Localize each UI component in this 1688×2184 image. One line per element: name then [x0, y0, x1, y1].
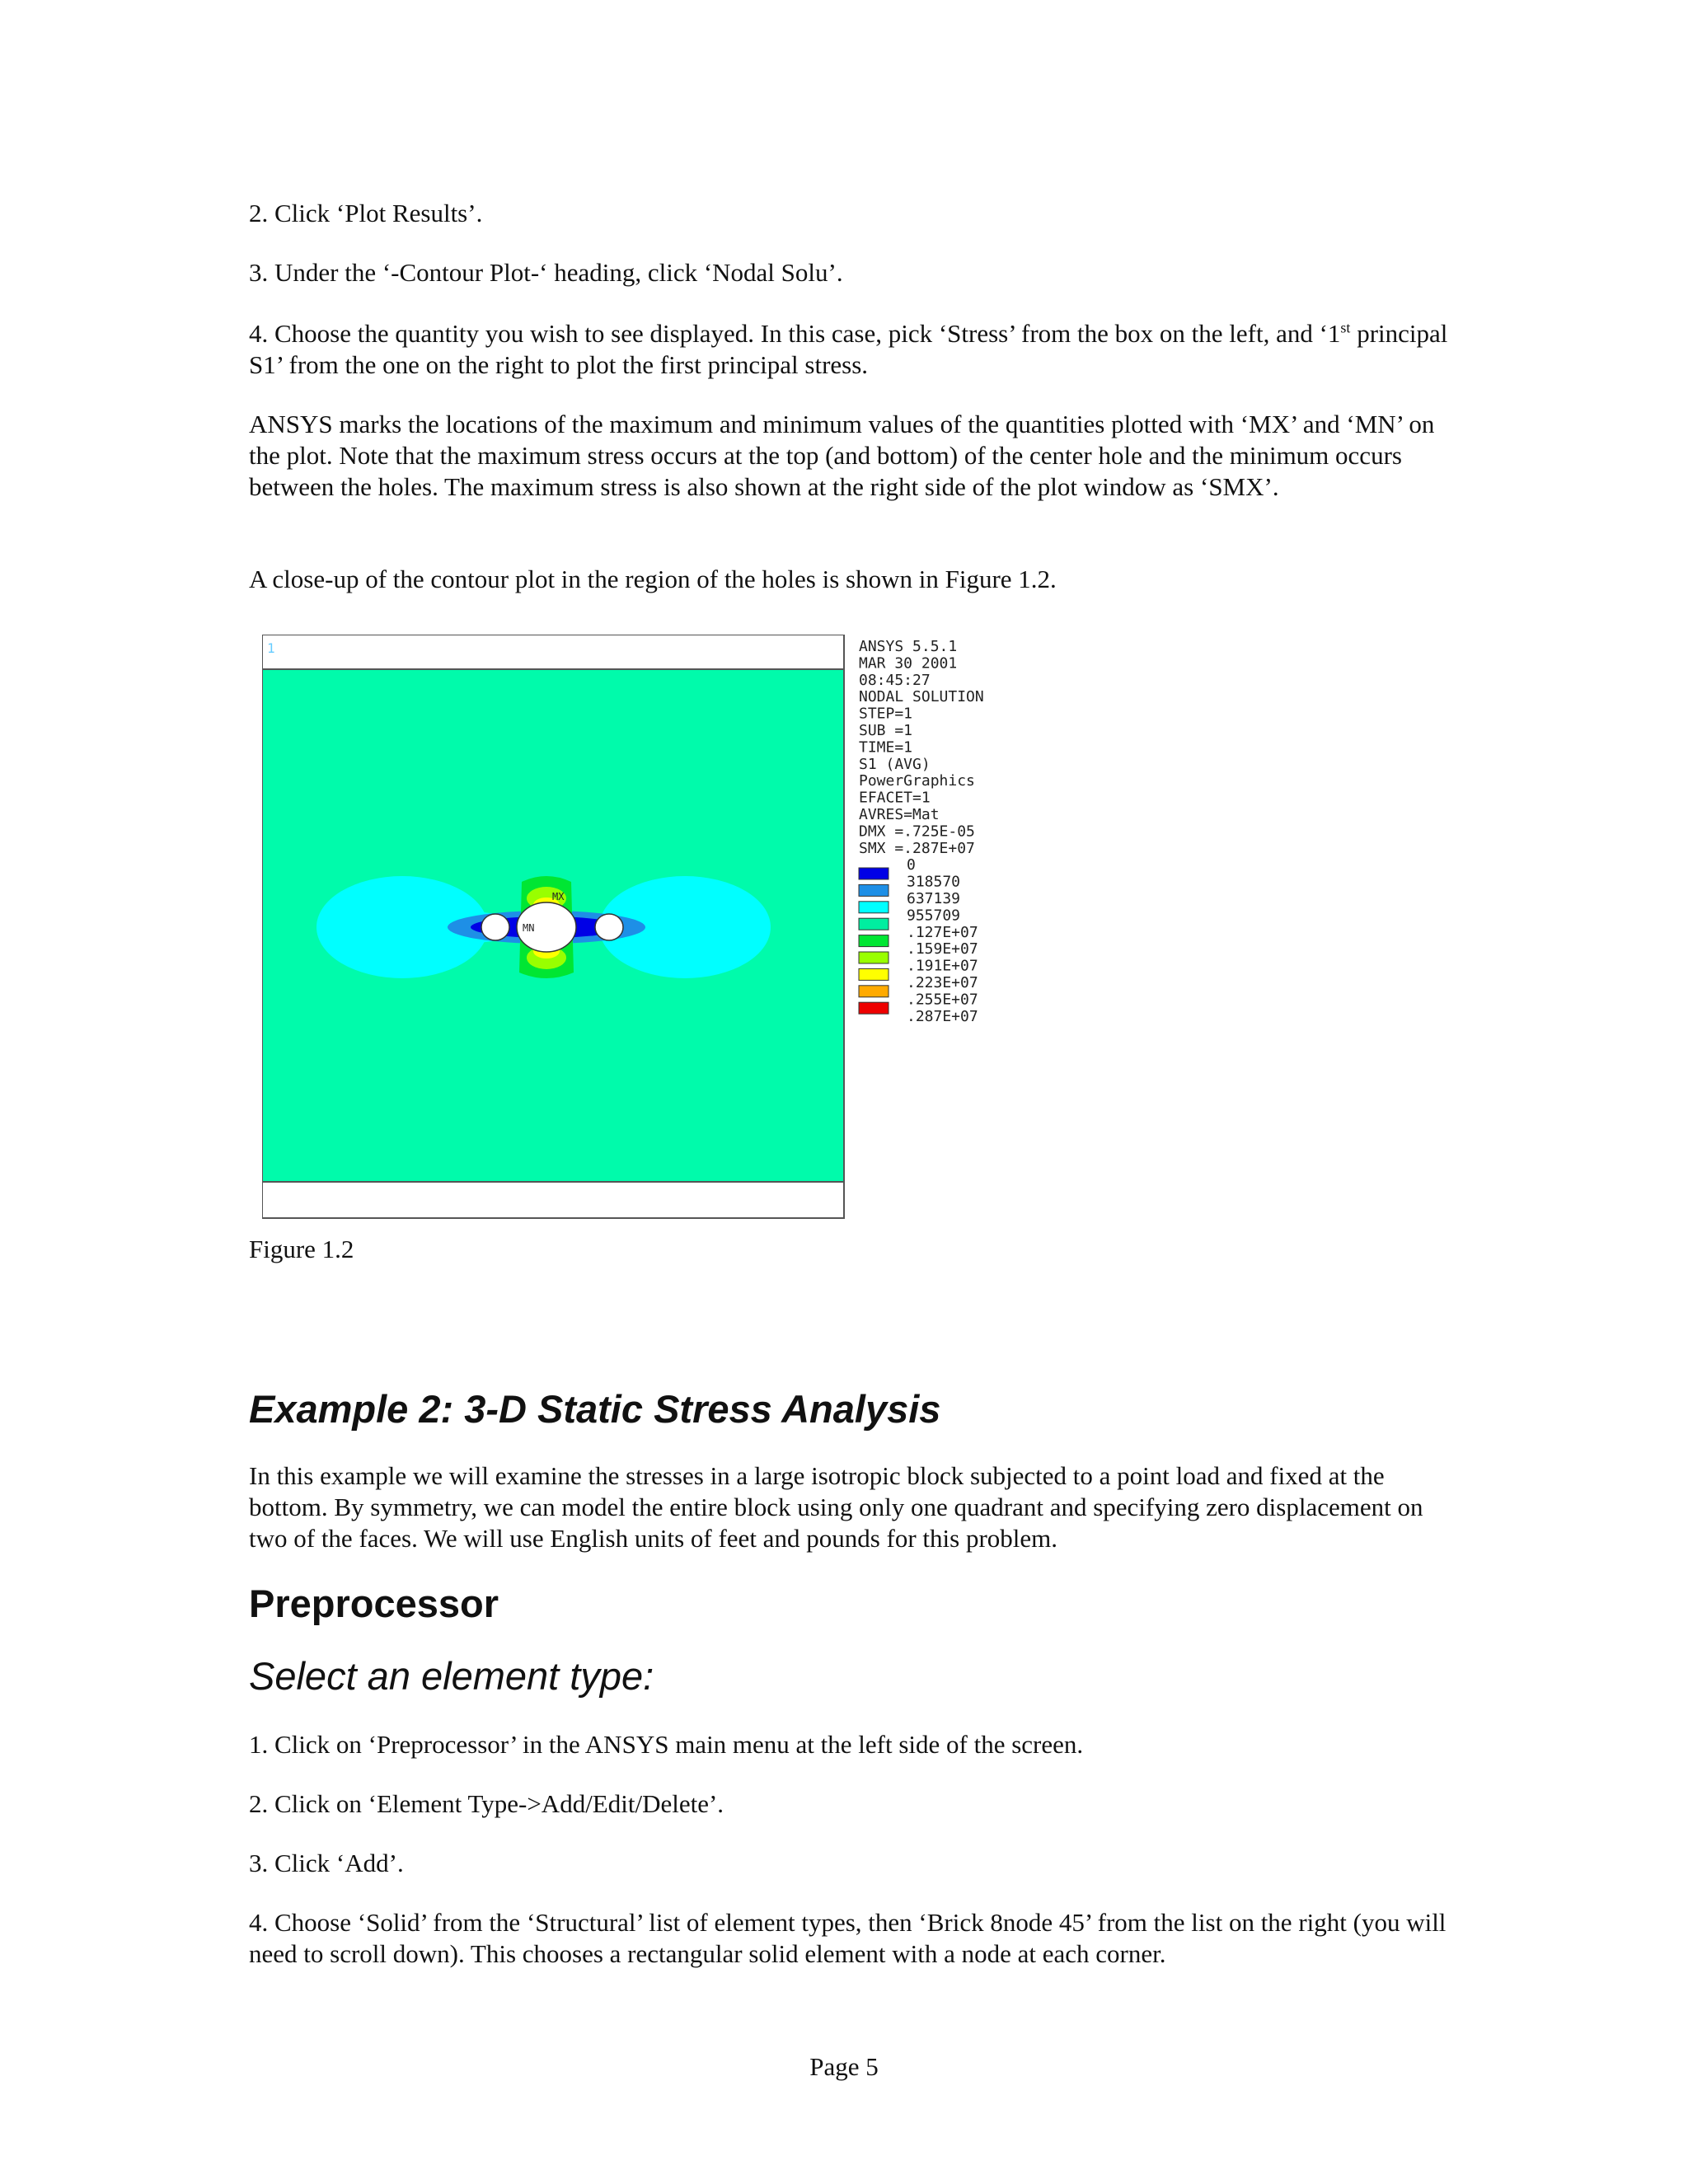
legend-swatch [859, 986, 889, 997]
step-3-add: 3. Click ‘Add’. [249, 1849, 404, 1877]
max-marker: MX [552, 891, 565, 902]
legend-swatch [859, 884, 889, 896]
info-line: NODAL SOLUTION [859, 688, 984, 706]
example-heading: Example 2: 3-D Static Stress Analysis [249, 1387, 941, 1431]
info-line: SMX =.287E+07 [859, 839, 975, 857]
legend-value: 318570 [907, 873, 961, 891]
legend-value: .255E+07 [907, 991, 978, 1009]
step-1-preprocessor: 1. Click on ‘Preprocessor’ in the ANSYS main menu at the left side of the screen. [249, 1730, 1084, 1759]
page-number: Page 5 [809, 2052, 879, 2081]
example-intro: In this example we will examine the stresses in a large isotropic block subjected to a point load and fixed at the bottom. By symmetry, we can model the entire block using only one quadrant and specifying zero displacement on two of the faces. We will use English units of feet and pounds for this problem. [249, 1461, 1423, 1553]
left-hole [481, 914, 509, 940]
min-marker: MN [523, 922, 535, 934]
step-3-contour-plot: 3. Under the ‘-Contour Plot-‘ heading, click ‘Nodal Solu’. [249, 258, 843, 287]
right-hole [595, 914, 623, 940]
figure-caption: Figure 1.2 [249, 1235, 354, 1263]
preprocessor-heading: Preprocessor [249, 1582, 499, 1625]
info-line: EFACET=1 [859, 789, 931, 807]
color-legend [859, 856, 978, 1025]
legend-value: .159E+07 [907, 940, 978, 958]
info-line: DMX =.725E-05 [859, 823, 975, 841]
step-2-plot-results: 2. Click ‘Plot Results’. [249, 199, 483, 227]
info-line: STEP=1 [859, 705, 913, 723]
info-line: TIME=1 [859, 738, 913, 757]
legend-swatch [859, 868, 889, 879]
contour-plot-figure [262, 635, 1004, 1221]
legend-value: 955709 [907, 907, 961, 925]
paragraph-closeup: A close-up of the contour plot in the region of the holes is shown in Figure 1.2. [249, 565, 1057, 593]
element-type-heading: Select an element type: [249, 1654, 654, 1698]
info-line: PowerGraphics [859, 772, 975, 790]
legend-value: 637139 [907, 890, 961, 907]
legend-swatch [859, 902, 889, 913]
info-line: SUB =1 [859, 722, 913, 739]
legend-value: .127E+07 [907, 923, 978, 941]
solution-info [859, 638, 984, 857]
legend-swatch [859, 935, 889, 947]
legend-value: 0 [907, 856, 916, 874]
paragraph-ansys-marks: ANSYS marks the locations of the maximum and minimum values of the quantities plotted with ‘MX’ and ‘MN’ on the plot. Note that the maximum stress occurs at the top (and bottom) of the center hole and the minimum occurs between the holes. The maximum stress is also shown at the right side of the plot window as ‘SMX’. [249, 410, 1435, 501]
info-line: 08:45:27 [859, 671, 931, 689]
info-line: S1 (AVG) [859, 755, 931, 773]
step-4-choose-solid: 4. Choose ‘Solid’ from the ‘Structural’ list of element types, then ‘Brick 8node 45’ from the list on the right (you will need to scroll down). This chooses a rectangular solid element with a node at each corner. [249, 1908, 1447, 1968]
info-line: ANSYS 5.5.1 [859, 638, 958, 655]
legend-swatch [859, 968, 889, 980]
legend-swatch [859, 918, 889, 930]
step-4-choose-quantity: 4. Choose the quantity you wish to see displayed. In this case, pick ‘Stress’ from the box on the left, and ‘1st principal S1’ from the one on the right to plot the first principal stress. [249, 319, 1448, 379]
info-line: AVRES=Mat [859, 806, 940, 823]
legend-value: .223E+07 [907, 974, 978, 991]
legend-swatch [859, 952, 889, 963]
legend-value: .287E+07 [907, 1007, 978, 1025]
info-line: MAR 30 2001 [859, 654, 958, 673]
window-number: 1 [267, 640, 275, 656]
legend-value: .191E+07 [907, 957, 978, 975]
step-2-element-type: 2. Click on ‘Element Type->Add/Edit/Delete’. [249, 1789, 724, 1818]
legend-swatch [859, 1002, 889, 1014]
